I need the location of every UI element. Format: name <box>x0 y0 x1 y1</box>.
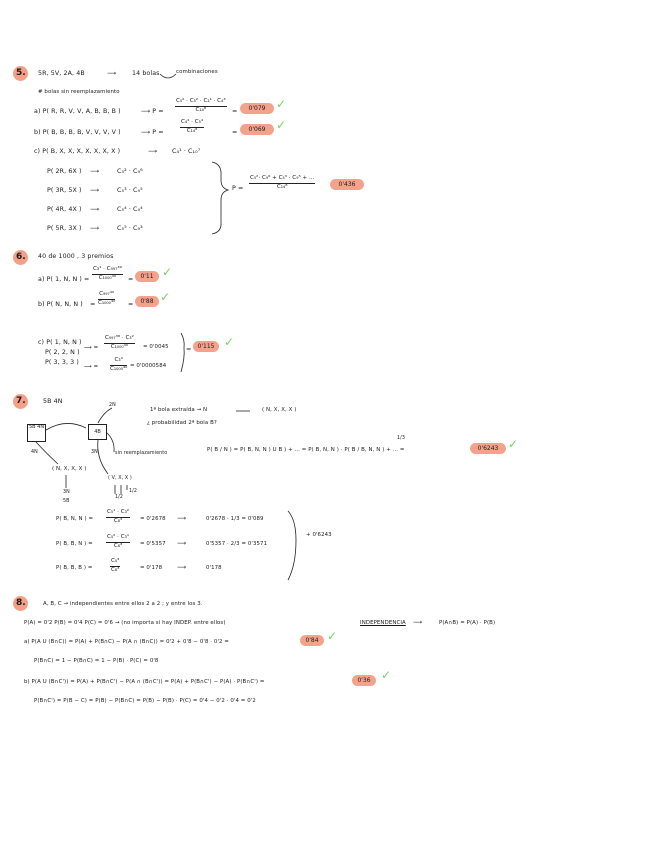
s6-a-label: a) P( 1, N, N ) <box>38 276 82 283</box>
s7-v2: 1/2 <box>129 489 138 494</box>
arrow-icon: ⟶ = <box>84 364 99 370</box>
right-paren-icon <box>288 511 296 580</box>
arrow-icon: ⟶ <box>90 187 100 194</box>
s7-q2: ¿ probabilidad 2ª bola B? <box>147 420 217 426</box>
arrow-icon: ⟶ <box>177 564 187 571</box>
s6-b-eq: = <box>90 301 96 308</box>
s7-4n: 4N <box>31 450 38 455</box>
s7-row-1-den: C₈³ <box>113 517 123 524</box>
tree-line <box>115 485 127 494</box>
s7-sum: + 0'6243 <box>306 532 332 538</box>
s7-row-2-num: C₅² · C₃¹ <box>106 535 130 543</box>
s7-sum-value: 0'6243 <box>312 532 332 538</box>
s6-b-label: b) P( N, N, N ) <box>38 301 83 308</box>
branch-arrow-icon <box>36 442 58 464</box>
s6-a-result: 0'11 <box>135 271 159 282</box>
s6-heading: 40 de 1000 , 3 premios <box>38 253 114 260</box>
s7-row-3-value: = 0'178 <box>140 565 163 571</box>
s7-result: 0'6243 <box>470 443 506 454</box>
s5-c-p: P = <box>232 185 244 192</box>
s7-vxx: ( V, X, X ) <box>108 476 132 481</box>
s5-combinations: combinaciones <box>176 69 218 75</box>
s5-c-row-1-left: P( 2R, 6X ) <box>47 168 82 175</box>
s6-c-result: 0'115 <box>193 341 219 352</box>
check-icon: ✓ <box>160 290 171 304</box>
s5-c-right: C₄¹ · C₁₀⁷ <box>172 148 201 155</box>
check-icon: ✓ <box>162 265 173 279</box>
s8-b-line2: P(B∩C') = P(B − C) = P(B) − P(B∩C) = P(B) − P(B) · P(C) = 0'4 − 0'2 · 0'4 = 0'2 <box>34 698 256 704</box>
s7-row-3-label: P( B, B, B ) = <box>56 565 93 571</box>
s8-b-eq: b) P(A U (B∩C')) = P(A) + P(B∩C') − P(A ∩ (B∩C')) = P(A) + P(B∩C') − P(A) · P(B∩C') = <box>24 679 265 685</box>
s7-q1-result: ( N, X, X, X ) <box>262 407 297 413</box>
arrow-icon: ⟶ = <box>84 345 99 351</box>
s6-a-eq2: = <box>128 276 134 283</box>
s8-probs: P(A) = 0'2 P(B) = 0'4 P(C) = 0'6 → (no importa si hay INDEP. entre ellos) <box>24 620 226 626</box>
s7-row-1-num: C₅¹ · C₃² <box>106 510 130 518</box>
section-6-number: 6. <box>16 252 26 262</box>
s5-a-result: 0'079 <box>240 103 274 114</box>
s7-urn-after: 4B <box>88 424 107 440</box>
s5-c-row-3-right: C₅⁴ · C₉⁴ <box>117 206 143 213</box>
s5-c-row-4-right: C₅⁵ · C₉³ <box>117 225 143 232</box>
branch-arrow-icon <box>98 408 112 423</box>
s6-c-d1: C₁₀₀₀⁴⁰ <box>110 343 129 350</box>
s5-b-label: b) P( B, B, B, B, V, V, V, V ) <box>34 129 121 136</box>
urn-arrow-icon <box>46 423 86 430</box>
s7-urn-initial: 5B 4N <box>27 424 46 442</box>
s6-c-approx: ≈ <box>186 346 192 353</box>
s5-c-row-1-right: C₅² · C₉⁶ <box>117 168 143 175</box>
s7-row-1-value: = 0'2678 <box>140 516 166 522</box>
s7-row-2-result: 0'5357 · 2/3 = 0'3571 <box>206 541 268 547</box>
s8-independence: INDEPENDENCIA <box>360 620 406 626</box>
s7-n3: 3N <box>63 490 70 495</box>
s6-c-line3: P( 3, 3, 3 ) <box>45 359 79 366</box>
check-icon: ✓ <box>224 335 235 349</box>
s7-row-1-result: 0'2678 · 1/3 = 0'089 <box>206 516 264 522</box>
s7-b5: 5B <box>63 499 70 504</box>
arrow-icon: ⟶ <box>177 515 187 522</box>
curved-arrow-icon <box>160 74 176 78</box>
s6-c-line2: P( 2, 2, N ) <box>45 349 80 356</box>
s6-c-n1: C₉₉₇³⁸ · C₃² <box>104 336 135 344</box>
s6-c-v2: = 0'0000584 <box>130 363 167 369</box>
s5-c-result: 0'436 <box>330 179 364 190</box>
section-7-number: 7. <box>16 396 26 406</box>
s5-arrow: ⟶ <box>107 70 117 77</box>
s7-row-2-den: C₈³ <box>113 542 123 549</box>
s7-v1: 1/2 <box>115 495 124 500</box>
arrow-icon: ⟶ <box>90 206 100 213</box>
s5-a-eq: = <box>232 108 238 115</box>
s8-indep-formula: P(A∩B) = P(A) · P(B) <box>439 620 496 626</box>
section-8-number: 8. <box>16 598 26 608</box>
s5-b-den: C₁₄⁸ <box>186 127 198 134</box>
s5-c-arrow: ⟶ <box>148 148 158 155</box>
s5-b-arrow: ⟶ P = <box>141 129 164 136</box>
s6-a-num: C₃¹ · C₉₉₇³⁹ <box>92 267 123 275</box>
right-brace-icon <box>212 162 228 234</box>
arrow-icon: ⟶ <box>413 619 423 626</box>
arrow-icon: ⟶ <box>90 225 100 232</box>
s5-total: 14 bolas <box>132 70 160 77</box>
arrow-icon: ⟶ <box>90 168 100 175</box>
s5-c-label: c) P( B, X, X, X, X, X, X, X ) <box>34 148 121 155</box>
s7-row-3-num: C₅³ <box>110 559 120 567</box>
s8-a-line2: P(B∩C) = 1 − P(B∩C) = 1 − P(B) · P(C) = 0'8 <box>34 658 159 664</box>
s5-b-num: C₄⁴ · C₅⁴ <box>180 120 204 128</box>
s6-b-eq2: = <box>128 301 134 308</box>
s7-2n: 2N <box>109 403 116 408</box>
check-icon: ✓ <box>508 437 519 451</box>
s5-c-row-4-left: P( 5R, 3X ) <box>47 225 82 232</box>
s6-b-den: C₁₀₀₀⁴⁰ <box>98 299 116 306</box>
section-5-number: 5. <box>16 68 26 78</box>
s6-a-eq: = <box>84 276 90 283</box>
s6-c-v1: = 0'0045 <box>143 344 169 350</box>
s5-a-num: C₅² · C₅² · C₂¹ · C₄³ <box>175 99 227 107</box>
check-icon: ✓ <box>327 629 338 643</box>
s6-c-n2: C₃³ <box>110 358 127 366</box>
s5-subtitle: # bolas sin reemplazamiento <box>38 89 120 95</box>
arrow-icon: ⟶ <box>177 540 187 547</box>
s6-c-d2: C₁₀₀₀⁴⁰ <box>110 365 128 372</box>
s7-row-1-label: P( B, N, N ) = <box>56 516 94 522</box>
s7-nxx: ( N, X, X, X ) <box>52 466 87 472</box>
s7-main-eq: P( B / N ) = P( B, N, N ) U B ) + ... = P( B, N, N ) · P( B / B, N, N ) + ... = <box>207 447 405 453</box>
s5-b-result: 0'069 <box>240 124 274 135</box>
s5-c-row-2-right: C₅³ · C₉⁵ <box>117 187 143 194</box>
s8-b-result: 0'36 <box>352 675 376 686</box>
s7-q1: 1ª bola extraída → N <box>150 407 208 413</box>
s8-a-result: 0'84 <box>300 635 324 646</box>
s5-a-den: C₁₄⁸ <box>195 106 207 113</box>
s5-c-fden: C₁₄⁸ <box>276 183 288 190</box>
s5-a-label: a) P( R, R, V, V, A, B, B, B ) <box>34 108 121 115</box>
s5-c-fnum: C₅²· C₉⁶ + C₅³ · C₉⁵ + ... <box>249 176 315 184</box>
s6-c-label: c) P( 1, N, N ) <box>38 339 82 346</box>
s7-row-2-label: P( B, B, N ) = <box>56 541 93 547</box>
s7-row-3-result: 0'178 <box>206 565 222 571</box>
s6-a-den: C₁₀₀₀⁴⁰ <box>98 274 117 281</box>
s6-b-result: 0'88 <box>135 296 159 307</box>
check-icon: ✓ <box>276 97 287 111</box>
s7-heading: 5B 4N <box>43 398 63 405</box>
check-icon: ✓ <box>276 118 287 132</box>
right-paren-icon <box>181 333 184 372</box>
s5-c-row-2-left: P( 3R, 5X ) <box>47 187 82 194</box>
check-icon: ✓ <box>381 668 392 682</box>
s5-heading: 5R, 5V, 2A, 4B <box>38 70 85 77</box>
s7-row-2-value: = 0'5357 <box>140 541 166 547</box>
s7-sinr: sin reemplazamiento <box>115 451 168 456</box>
s7-row-3-den: C₈³ <box>111 566 120 573</box>
s5-b-eq: = <box>232 129 238 136</box>
s8-a-eq: a) P(A U (B∩C)) = P(A) + P(B∩C) − P(A ∩ (B∩C)) = 0'2 + 0'8 − 0'8 · 0'2 = <box>24 639 229 645</box>
branch-arrow-icon <box>98 440 108 474</box>
s5-a-arrow: ⟶ P = <box>141 108 164 115</box>
s5-c-row-3-left: P( 4R, 4X ) <box>47 206 82 213</box>
branch-arrow-icon <box>106 432 114 452</box>
s8-heading: A, B, C → independientes entre ellos 2 a 2 ; y entre los 3. <box>43 601 203 607</box>
s6-b-num: C₉₉₇⁴⁰ <box>98 292 115 300</box>
s7-frac13: 1/3 <box>397 436 406 441</box>
s7-3n: 3N <box>91 450 98 455</box>
